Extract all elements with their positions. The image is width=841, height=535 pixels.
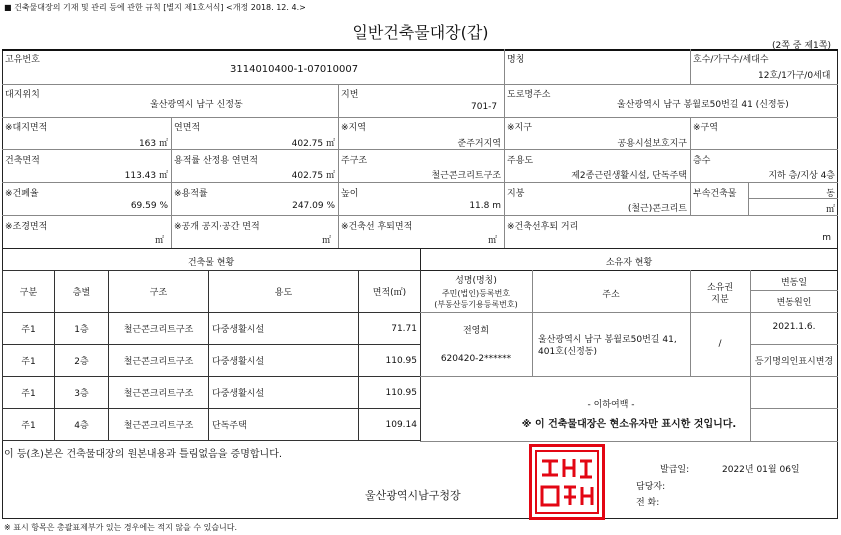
footer-note: ※ 표시 항목은 총괄표제부가 있는 경우에는 적지 않을 수 있습니다. (4, 523, 238, 532)
site-area-label: ※대지면적 (5, 123, 48, 133)
cell-use: 다중생활시설 (209, 345, 359, 377)
area-label: ※구역 (693, 123, 718, 133)
cell-structure: 철근콘크리트구조 (109, 345, 209, 377)
owner-reg-header: (부동산등기용등록번호) (434, 300, 518, 309)
form-note: ■ 건축물대장의 기재 및 관리 등에 관한 규칙 [별지 제1호서식] <개정 2018. 12. 4.> (4, 3, 306, 12)
open-space-unit: ㎡ (321, 236, 331, 246)
roof-label: 지붕 (507, 189, 525, 199)
col-use: 용도 (209, 271, 359, 313)
cell-type: 주1 (3, 313, 55, 345)
change-reason: 등기명의인표시변경 (754, 357, 834, 367)
height-value: 11.8 m (469, 201, 501, 211)
floors-value: 지하 층/지상 4층 (768, 171, 835, 181)
cell-structure: 철근콘크리트구조 (109, 377, 209, 409)
cell-type: 주1 (3, 377, 55, 409)
cell-floor: 1층 (55, 313, 109, 345)
annex-label: 부속건축물 (693, 189, 737, 199)
cell-area: 110.95 (359, 345, 421, 377)
certification-text: 이 등(초)본은 건축물대장의 원본내용과 틀림없음을 증명합니다. (4, 449, 283, 460)
name-label: 명칭 (507, 55, 525, 65)
id-label: 고유번호 (5, 55, 40, 65)
gross-area-label: 연면적 (174, 123, 201, 133)
page-title: 일반건축물대장(갑) (352, 23, 489, 42)
bcr-label: ※건폐율 (5, 189, 39, 199)
col-type: 구분 (3, 271, 55, 313)
cell-area: 71.71 (359, 313, 421, 345)
owner-status-title: 소유자 현황 (605, 258, 653, 268)
open-space-label: ※공개 공지·공간 면적 (174, 222, 260, 232)
road-value: 울산광역시 남구 봉월로50번길 41 (신정동) (617, 100, 789, 110)
cell-use: 다중생활시설 (209, 377, 359, 409)
lot-label: 지번 (341, 90, 359, 100)
cell-floor: 4층 (55, 409, 109, 441)
far-value: 247.09 % (292, 201, 335, 211)
owner-share-header-1: 소유권 (706, 283, 734, 293)
cell-type: 주1 (3, 345, 55, 377)
rule-2 (2, 117, 838, 118)
district-value: 공용시설보호지구 (617, 139, 687, 149)
cell-use: 다중생활시설 (209, 313, 359, 345)
owner-id: 620420-2****** (440, 354, 512, 364)
col-structure: 구조 (109, 271, 209, 313)
cell-use: 단독주택 (209, 409, 359, 441)
landscape-label: ※조경면적 (5, 222, 48, 232)
far-area-label: 용적률 산정용 연면적 (174, 156, 258, 166)
rule-5 (2, 215, 838, 216)
owner-name: 전영희 (462, 326, 490, 336)
change-date: 2021.1.6. (772, 322, 816, 332)
bcr-value: 69.59 % (130, 201, 168, 211)
zone-label: ※지역 (341, 123, 366, 133)
id-value: 3114010400-1-07010007 (230, 64, 359, 75)
cell-type: 주1 (3, 409, 55, 441)
building-area-value: 113.43 ㎡ (124, 171, 168, 181)
official-seal (529, 444, 605, 520)
cell-area: 109.14 (359, 409, 421, 441)
seal-glyph-icon (532, 447, 602, 517)
units-value: 12호/1가구/0세대 (758, 71, 831, 81)
cell-structure: 철근콘크리트구조 (109, 313, 209, 345)
height-label: 높이 (341, 189, 359, 199)
officer-label: 담당자: (636, 482, 666, 492)
setback-distance-unit: m (822, 233, 831, 243)
owner-address-2: 401호(신정동) (538, 347, 597, 357)
owner-notice: ※ 이 건축물대장은 현소유자만 표시한 것입니다. (521, 419, 737, 430)
page-indicator: (2쪽 중 제1쪽) (772, 41, 831, 51)
setback-area-label: ※건축선 후퇴면적 (341, 222, 413, 232)
roof-value: (철근)콘크리트 (627, 204, 687, 214)
far-label: ※용적률 (174, 189, 208, 199)
col-area: 면적(㎡) (359, 271, 421, 313)
rule-3 (2, 149, 838, 150)
structure-value: 철근콘크리트구조 (431, 171, 501, 181)
blank-note: - 이하여백 - (587, 400, 635, 410)
rule-1 (2, 84, 838, 85)
use-label: 주용도 (507, 156, 534, 166)
owner-share: / (718, 339, 722, 349)
building-status-table (2, 270, 421, 441)
col-floor: 층별 (55, 271, 109, 313)
cell-floor: 2층 (55, 345, 109, 377)
district-label: ※지구 (507, 123, 532, 133)
issuer-name: 울산광역시남구청장 (365, 489, 461, 502)
landscape-unit: ㎡ (154, 236, 164, 246)
road-label: 도로명주소 (507, 90, 551, 100)
gross-area-value: 402.75 ㎡ (291, 139, 335, 149)
zone-value: 준주거지역 (457, 139, 501, 149)
units-label: 호수/가구수/세대수 (693, 55, 769, 65)
annex-count-unit: 동 (826, 189, 835, 199)
setback-distance-label: ※건축선후퇴 거리 (507, 222, 579, 232)
structure-label: 주구조 (341, 156, 368, 166)
change-date-header: 변동일 (780, 278, 808, 288)
top-rule (2, 49, 838, 51)
cell-structure: 철근콘크리트구조 (109, 409, 209, 441)
annex-area-unit: ㎡ (825, 205, 835, 215)
use-value: 제2종근린생활시설, 단독주택 (571, 171, 687, 181)
site-label: 대지위치 (5, 90, 40, 100)
owner-address-header: 주소 (602, 290, 620, 300)
table-row (3, 409, 421, 441)
owner-id-header: 주민(법인)등록번호 (441, 289, 511, 298)
change-reason-header: 변동원인 (776, 298, 812, 308)
site-area-value: 163 ㎡ (138, 139, 168, 149)
setback-area-unit: ㎡ (487, 236, 497, 246)
table-row (3, 313, 421, 345)
owner-name-header: 성명(명칭) (455, 276, 497, 286)
issue-date: 2022년 01월 06일 (722, 465, 800, 475)
far-area-value: 402.75 ㎡ (291, 171, 335, 181)
cell-area: 110.95 (359, 377, 421, 409)
building-status-title: 건축물 현황 (187, 258, 235, 268)
phone-label: 전 화: (636, 498, 660, 508)
table-row (3, 345, 421, 377)
issue-date-label: 발급일: (660, 465, 690, 475)
rule-4 (2, 182, 838, 183)
owner-address-1: 울산광역시 남구 봉월로50번길 41, (538, 335, 677, 345)
floors-label: 층수 (693, 156, 711, 166)
table-row (3, 377, 421, 409)
building-area-label: 건축면적 (5, 156, 40, 166)
site-value: 울산광역시 남구 신정동 (150, 100, 243, 110)
owner-share-header-2: 지분 (711, 295, 729, 305)
lot-value: 701-7 (471, 102, 498, 112)
cell-floor: 3층 (55, 377, 109, 409)
